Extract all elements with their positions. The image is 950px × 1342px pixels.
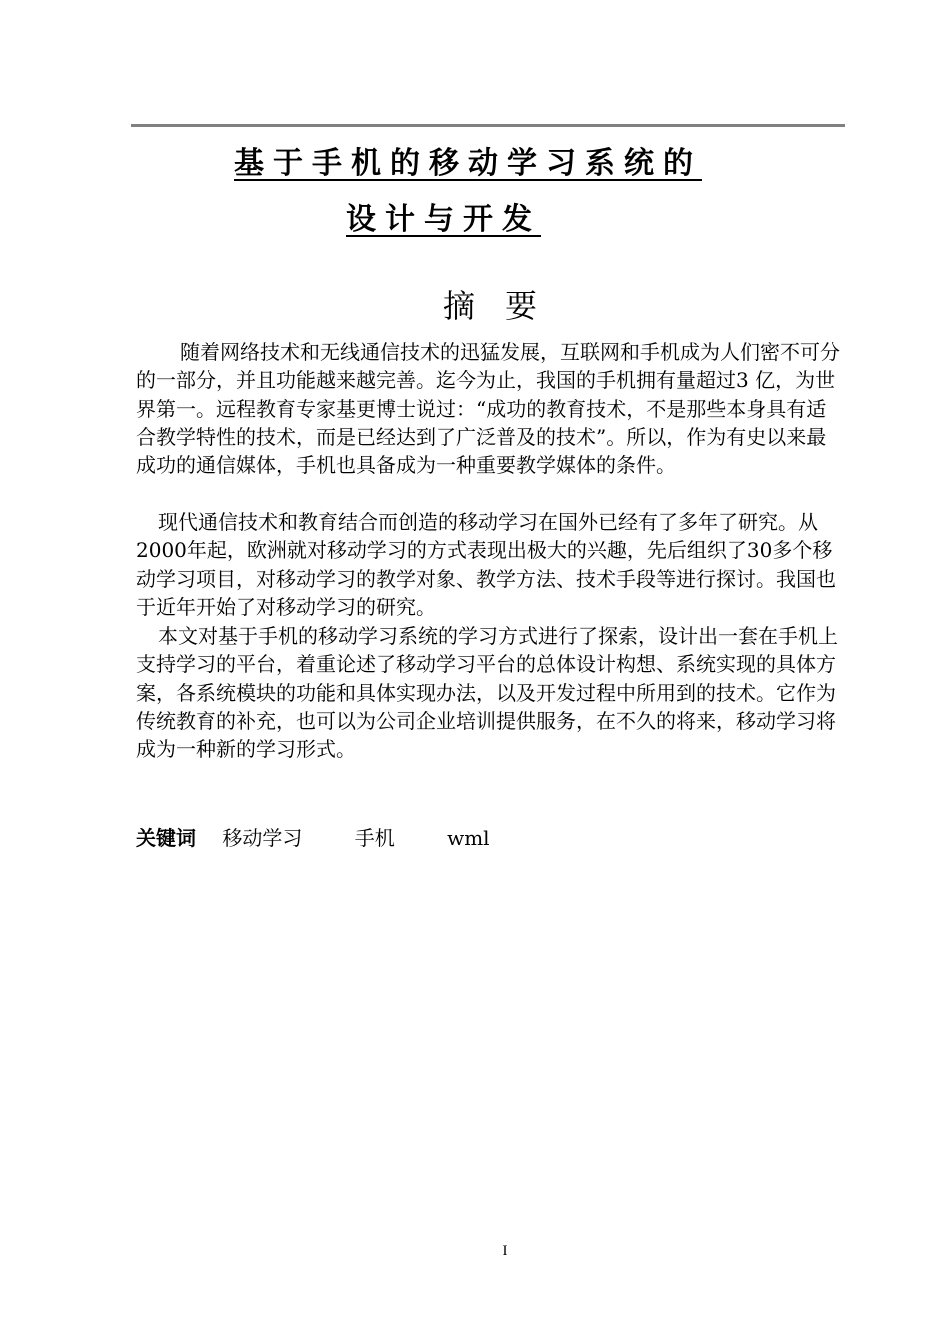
keywords-label: 关键词 xyxy=(136,826,196,850)
abstract-paragraph-1: 随着网络技术和无线通信技术的迅猛发展，互联网和手机成为人们密不可分的一部分，并且功能越来越完善。迄今为止，我国的手机拥有量超过3 亿，为世界第一。远程教育专家基更博士说过：“成功的教育技术，不是那些本身具有适合教学特性的技术，而是已经达到了广泛普及的技术”。所以，作为有史以来最成功的通信媒体，手机也具备成为一种重要教学媒体的条件。 xyxy=(136,340,840,478)
header-rule xyxy=(131,124,845,127)
abstract-heading: 摘要 xyxy=(443,287,568,325)
abstract-paragraph-3: 本文对基于手机的移动学习系统的学习方式进行了探索，设计出一套在手机上支持学习的平台，着重论述了移动学习平台的总体设计构想、系统实现的具体方案，各系统模块的功能和具体实现办法，以及开发过程中所用到的技术。它作为传统教育的补充，也可以为公司企业培训提供服务，在不久的将来，移动学习将成为一种新的学习形式。 xyxy=(136,624,838,762)
abstract-paragraph-2: 现代通信技术和教育结合而创造的移动学习在国外已经有了多年了研究。从2000年起，欧洲就对移动学习的方式表现出极大的兴趣，先后组织了30多个移动学习项目，对移动学习的教学对象、教学方法、技术手段等进行探讨。我国也于近年开始了对移动学习的研究。 xyxy=(136,510,836,619)
keyword-item: 手机 xyxy=(354,826,395,850)
thesis-title-line-2: 设计与开发 xyxy=(346,202,541,237)
keyword-item: wml xyxy=(447,826,490,850)
keyword-item: 移动学习 xyxy=(222,826,303,850)
thesis-title-line-1: 基于手机的移动学习系统的 xyxy=(234,146,702,181)
keywords-line xyxy=(136,823,536,853)
page-number: I xyxy=(502,1243,508,1259)
